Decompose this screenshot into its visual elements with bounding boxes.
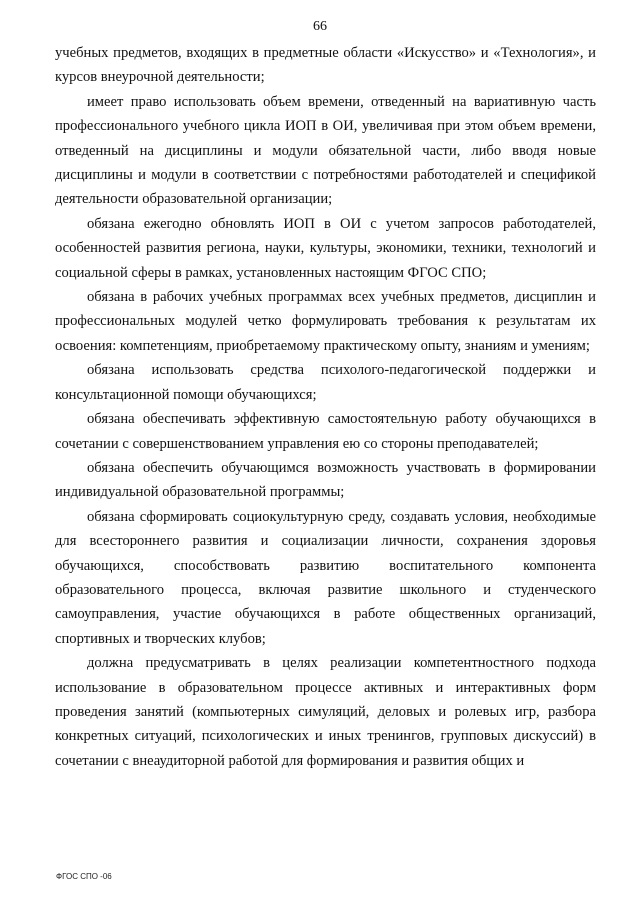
paragraph: обязана использовать средства психолого-педагогической поддержки и консультационной помощи обучающихся;: [55, 362, 596, 403]
paragraph: учебных предметов, входящих в предметные области «Искусство» и «Технология», и курсов внеурочной деятельности;: [55, 45, 596, 86]
paragraph: имеет право использовать объем времени, отведенный на вариативную часть профессионального учебного цикла ИОП в ОИ, увеличивая при этом объем времени, отведенный на дисциплины и модули обязательной части, либо вводя новые дисциплины и модули в соответствии с потребностями работодателей и спецификой деятельности образовательной организации;: [55, 93, 596, 208]
paragraph: должна предусматривать в целях реализации компетентностного подхода использование в образовательном процессе активных и интерактивных форм проведения занятий (компьютерных симуляций, деловых и ролевых игр, разбора конкретных ситуаций, психологических и иных тренингов, групповых дискуссий) в сочетании с внеаудиторной работой для формирования и развития общих и: [55, 655, 596, 769]
document-body: [55, 41, 596, 773]
paragraph: обязана сформировать социокультурную среду, создавать условия, необходимые для всестороннего развития и социализации личности, сохранения здоровья обучающихся, способствовать развитию воспитательного компонента образовательного процесса, включая развитие школьного и студенческого самоуправления, участие обучающихся в работе общественных организаций, спортивных и творческих клубов;: [55, 508, 596, 647]
paragraph: обязана обеспечить обучающимся возможность участвовать в формировании индивидуальной образовательной программы;: [55, 459, 596, 501]
document-footer: ФГОС СПО -06: [56, 872, 112, 881]
paragraph: обязана в рабочих учебных программах всех учебных предметов, дисциплин и профессиональных модулей четко формулировать требования к результатам их освоения: компетенциям, приобретаемому практическому опыту, знаниям и умениям;: [55, 289, 596, 354]
page-number: 66: [313, 19, 327, 34]
paragraph: обязана ежегодно обновлять ИОП в ОИ с учетом запросов работодателей, особенностей развития региона, науки, культуры, экономики, техники, технологий и социальной сферы в рамках, установленных настоящим ФГОС СПО;: [55, 215, 596, 281]
paragraph: обязана обеспечивать эффективную самостоятельную работу обучающихся в сочетании с совершенствованием управления ею со стороны преподавателей;: [55, 411, 596, 452]
